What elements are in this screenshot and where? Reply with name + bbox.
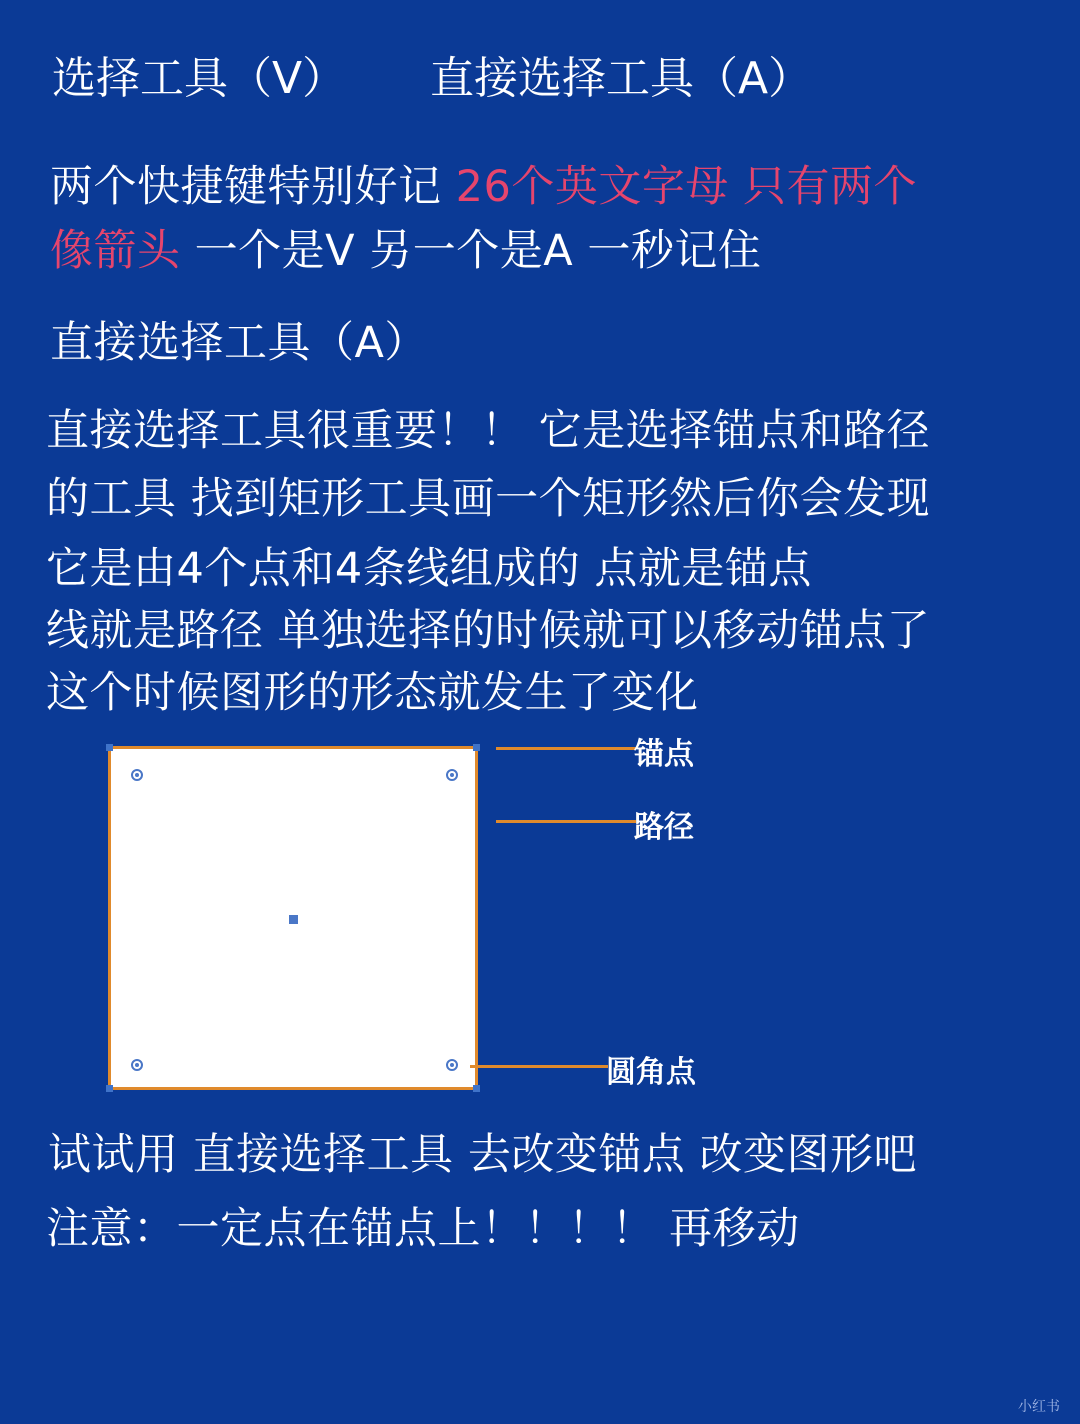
corner-widget-icon [131, 769, 143, 781]
corner-widget-icon [446, 1059, 458, 1071]
body-line-3: 它是由4个点和4条线组成的 点就是锚点 [46, 544, 812, 594]
body-line-2: 的工具 找到矩形工具画一个矩形然后你会发现 [46, 474, 931, 524]
body-line-1: 直接选择工具很重要！！ 它是选择锚点和路径 [46, 406, 931, 456]
heading-direct-selection-tool: 直接选择工具（A） [430, 53, 813, 104]
anchor-leader-line [496, 747, 636, 750]
heading-selection-tool: 选择工具（V） [52, 53, 347, 104]
rectangle-selection-diagram [108, 746, 478, 1090]
intro-line-1-plain: 两个快捷键特别好记 [50, 162, 442, 212]
label-anchor: 锚点 [634, 737, 694, 772]
footer-line-1: 试试用 直接选择工具 去改变锚点 改变图形吧 [48, 1130, 918, 1180]
intro-line-2-highlight: 像箭头 [50, 226, 181, 276]
body-line-5: 这个时候图形的形态就发生了变化 [46, 668, 699, 718]
body-line-4: 线就是路径 单独选择的时候就可以移动锚点了 [46, 606, 931, 656]
intro-line-2 [50, 226, 761, 278]
label-corner-point: 圆角点 [606, 1055, 696, 1090]
watermark: 小红书 [1018, 1399, 1060, 1415]
corner-handle-bottom-right [473, 1085, 480, 1092]
intro-line-1-highlight: 26个英文字母 只有两个 [455, 162, 918, 212]
corner-widget-icon [131, 1059, 143, 1071]
corner-leader-line [470, 1065, 608, 1068]
corner-handle-top-right [473, 744, 480, 751]
corner-handle-top-left [106, 744, 113, 751]
intro-line-1 [50, 162, 917, 214]
corner-handle-bottom-left [106, 1085, 113, 1092]
footer-line-2: 注意：一定点在锚点上！！！！ 再移动 [46, 1204, 800, 1254]
corner-widget-icon [446, 769, 458, 781]
path-leader-line [496, 820, 636, 823]
label-path: 路径 [634, 810, 694, 845]
intro-line-2-plain: 一个是V 另一个是A 一秒记住 [194, 226, 762, 276]
section-title: 直接选择工具（A） [50, 318, 428, 368]
center-point-icon [289, 915, 298, 924]
